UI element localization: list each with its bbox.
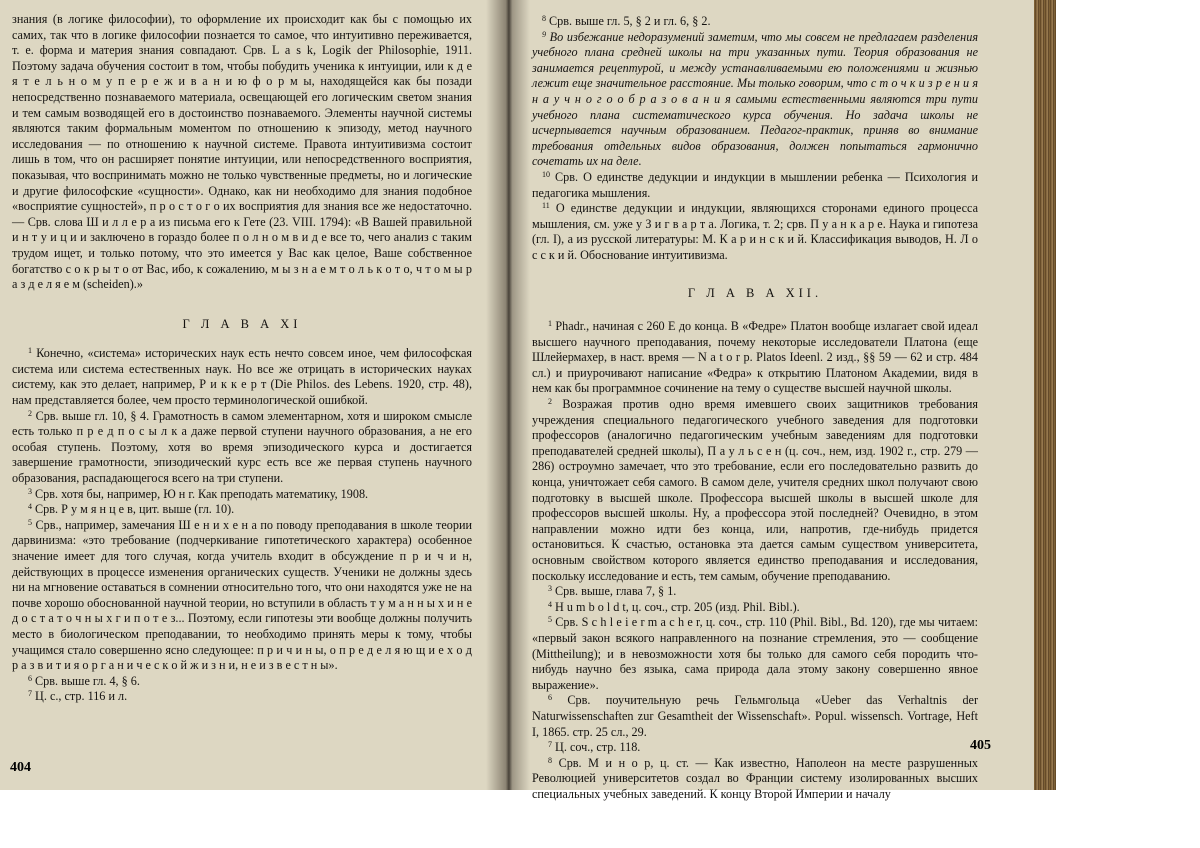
left-page [12, 12, 472, 705]
footnote [12, 689, 472, 705]
footnote [532, 201, 978, 263]
chapter-heading-xii: Г Л А В А XII. [687, 285, 823, 300]
footnote-text: Во избежание недоразумений заметим, что мы совсем не предлагаем разделения учебного плана средней школы на три указанных пути. Теория образования не занимается рецептурой, и между устанавливаемыми ею положениями и жизнью лежит еще значительное расстояние. Мы только говорим, что с т о ч к и з р е н и я н а у ч н о г о о б р а з о в а н и я самыми естественными являются три пути учебного плана систематического курса обучения. Но задача школы не исчерпывается научным образованием. Педагог-практик, приняв во внимание требования отдельных видов образования, должен попытаться гармонично сочетать их на деле. [532, 29, 978, 169]
footnote-text: Срв. выше гл. 4, § 6. [35, 673, 140, 688]
footnote [532, 584, 978, 600]
footnote [532, 170, 978, 201]
footnote [532, 397, 978, 584]
footnote [12, 502, 472, 518]
footnote [12, 518, 472, 674]
footnote-number: 8 [542, 14, 546, 23]
footnote-text: Срв. хотя бы, например, Ю н г. Как преподать математику, 1908. [35, 486, 369, 501]
footnote-number: 3 [28, 486, 32, 496]
footnote-number: 4 [548, 599, 552, 609]
left-continued-note: знания (в логике философии), то оформление их происходит как бы с помощью их самих, так что в логике философии познается то самое, что интуитивно переживается, т. е. форма и материя знания совпадают. Срв. L a s k, Logik der Philosophie, 1911. Поэтому задача обучения состоит в том, чтобы побудить ученика к интуиции, или к д е я т е л ь н о м у п е р е ж и в а н и ю ф о р м ы, находящейся как бы позади непосредственно познаваемого материала, освещающей его логическим светом знания и тем самым возводящей его в достоинство познаваемого. Элементы научной системы являются таким формальным моментом по отношению к эпизоду, метод научного исследования — по отношению к научной системе. Правота интуитивизма состоит лишь в том, что он расширяет понятие интуиции, или непосредственного восприятия, показывая, что воспринимать можно не только чувственные предметы, но и логические и другие философские «сущности». Однако, как ни необходимо для знания подобное «восприятие сущностей», п р о с т о г о их восприятия для знания все же недостаточно. — Срв. слова Ш и л л е р а из письма его к Гете (23. VIII. 1794): «В Вашей правильной и н т у и ц и и заключено в гораздо более п о л н о м в и д е все то, чего анализ с таким трудом ищет, и только потому, что это имеется у Вас как целое, Ваше собственное богатство с о к р ы т о от Вас, ибо, к сожалению, м ы з н а е м т о л ь к о т о, ч т о м ы р а з д е л я е м (scheiden).» [12, 12, 472, 292]
footnote [532, 319, 978, 397]
footnote-number: 5 [28, 517, 32, 527]
footnote-text: Срв. О единстве дедукции и индукции в мышлении ребенка — Психология и педагогика мышления. [532, 169, 979, 200]
book-page-edge [1034, 0, 1056, 790]
footnote-text: Срв. S c h l e i e r m a c h e r, ц. соч., стр. 110 (Phil. Bibl., Bd. 120), где мы читаем: «первый закон всякого направленного на познание стремления, это — сообщение (Mittheilung); и в невозможности хотя бы только для самого себя породить что-нибудь научно без языка, сама природа дала этому закону совершенно явное выражение». [532, 615, 979, 692]
footnote-text: О единстве дедукции и индукции, являющихся сторонами единого процесса мышления, см. уже у З и г в а р т а. Логика, т. 2; срв. П у а н к а р е. Наука и гипотеза (гл. I), а из русской литературы: М. К а р и н с к и й. Классификация выводов, Н. Л о с с к и й. Обоснование интуитивизма. [532, 201, 978, 262]
footnote [532, 30, 978, 170]
footnote-number: 9 [542, 29, 546, 39]
footnote-text: Срв. Р у м я н ц е в, цит. выше (гл. 10). [35, 502, 235, 517]
footnote [12, 346, 472, 408]
footnote-number: 10 [542, 169, 550, 179]
footnote-text: Срв., например, замечания Ш е н и х е н а по поводу преподавания в школе теории дарвинизма: «это требование (подчеркивание гипотетического характера) особенное значение имеет для того случая, когда учитель входит в обсуждение п р и ч и н, действующих в процессе изменения органических существ. Ученики не должны здесь ни на мгновение оставаться в сомнении относительно того, что они находятся уже не на почве хорошо обоснованной научной теории, но вступили в область т у м а н н ы х и н е д о с т а т о ч н ы х г и п о т е з... Поэтому, если гипотезы эти вообще должны получить место в биологическом преподавании, то необходимо принять меры к тому, чтобы учащимся стало совершенно ясно следующее: п р и ч и н ы, о п р е д е л я ю щ и е х о д р а з в и т и я о р г а н и ч е с к о й ж и з н и, н е и з в е с т н ы». [12, 517, 473, 673]
footnote-number: 7 [548, 740, 552, 750]
footnote [532, 615, 978, 693]
footnote-text: Ц. соч., стр. 118. [555, 740, 641, 755]
footnote-text: Срв. поучительную речь Гельмгольца «Ueber das Verhaltnis der Naturwissenschaften zur Gesamtheit der Wissenschaft». Popul. wissensch. Vortrage, Heft I, 1865. стр. 25 сл., 29. [532, 693, 979, 739]
footnote-text: Срв. выше, глава 7, § 1. [555, 584, 677, 599]
footnote-text: H u m b o l d t, ц. соч., стр. 205 (изд. Phil. Bibl.). [555, 599, 800, 614]
footnote-number: 2 [548, 397, 552, 407]
footnote [532, 693, 978, 740]
chapter-heading-xi: Г Л А В А XI [182, 316, 302, 331]
footnote-text: Phadr., начиная с 260 E до конца. В «Федре» Платон вообще излагает свой идеал высшего научного преподавания, почему некоторые исследователи Платона (еще Шлейермахер, в наст. время — N a t o r p. Platos Ideenl. 2 изд., §§ 59 — 62 и стр. 484 сл.) и приурочивают написание «Федра» к открытию Платоном Академии, видя в нем как бы программное сочинение на тему о существе высшей научной школы. [532, 319, 979, 396]
footnote [12, 409, 472, 487]
footnote-number: 11 [542, 201, 550, 211]
footnote-number: 2 [28, 408, 32, 418]
footnote [12, 674, 472, 690]
footnote-number: 4 [28, 502, 32, 512]
footnote-number: 6 [548, 693, 552, 703]
footnote [532, 14, 978, 30]
footnote [12, 487, 472, 503]
footnote [532, 740, 978, 756]
page-number-left: 404 [10, 760, 31, 775]
footnote-number: 3 [548, 584, 552, 594]
footnote-number: 5 [548, 615, 552, 625]
book-spine-shadow [486, 0, 530, 790]
footnote-number: 6 [28, 673, 32, 683]
footnote-text: Возражая против одно время имевшего своих защитников требования учреждения специального педагогического учебного заведения для подготовки профессоров (аналогично педагогическим учебным заведениям для подготовки преподавателей средней школы), П а у л ь с е н (ц. соч., нем, изд. 1902 г., стр. 279 — 286) остроумно замечает, что это требование, если его последовательно развить до конца, уничтожает себя самого. В самом деле, учителя средних школ получают свою подготовку в высшей школе. Профессора высшей школы в высшей школе для профессоров высшей школы. Ну, а профессора этой последней? Очевидно, в этом направлении можно идти без конца, или, напротив, где-нибудь придется остановиться. К счастью, остановка эта дается самым существом университета, основным свойством которого является единство преподавания и исследования, поскольку исследование и есть, тем самым, обучение преподаванию. [532, 397, 978, 583]
footnote-number: 1 [548, 319, 552, 329]
footnote-text: Ц. с., стр. 116 и л. [35, 689, 128, 704]
footnote-number: 1 [28, 346, 32, 356]
footnote [532, 756, 978, 803]
footnote [532, 600, 978, 616]
page-number-right: 405 [970, 738, 991, 753]
footnote-text: Срв. выше гл. 10, § 4. Грамотность в самом элементарном, хотя и широком смысле есть только п р е д п о с ы л к а даже первой ступени научного образования, а не его особая ступень. Поэтому, хотя во время эпизодического курса и достигается завершение грамотности, эпизодический курс есть все же первая ступень научного образования, распадающегося всего на три ступени. [12, 408, 473, 486]
footnote-number: 8 [548, 755, 552, 765]
footnote-text: Срв. выше гл. 5, § 2 и гл. 6, § 2. [549, 14, 711, 28]
footnote-text: Конечно, «система» исторических наук есть нечто совсем иное, чем философская система или система естественных наук. Но все же отрицать в исторических науках систему, как это делает, например, Р и к к е р т (Die Philos. des Lebens. 1920, стр. 48), нам представляется более, чем просто терминологической ошибкой. [12, 346, 473, 408]
footnote-text: Срв. М и н о р, ц. ст. — Как известно, Наполеон на месте разрушенных Революцией университетов создал во Франции систему изолированных высших специальных учебных заведений. К концу Второй Империи и началу [532, 755, 979, 801]
right-page [532, 14, 978, 803]
footnote-number: 7 [28, 689, 32, 699]
